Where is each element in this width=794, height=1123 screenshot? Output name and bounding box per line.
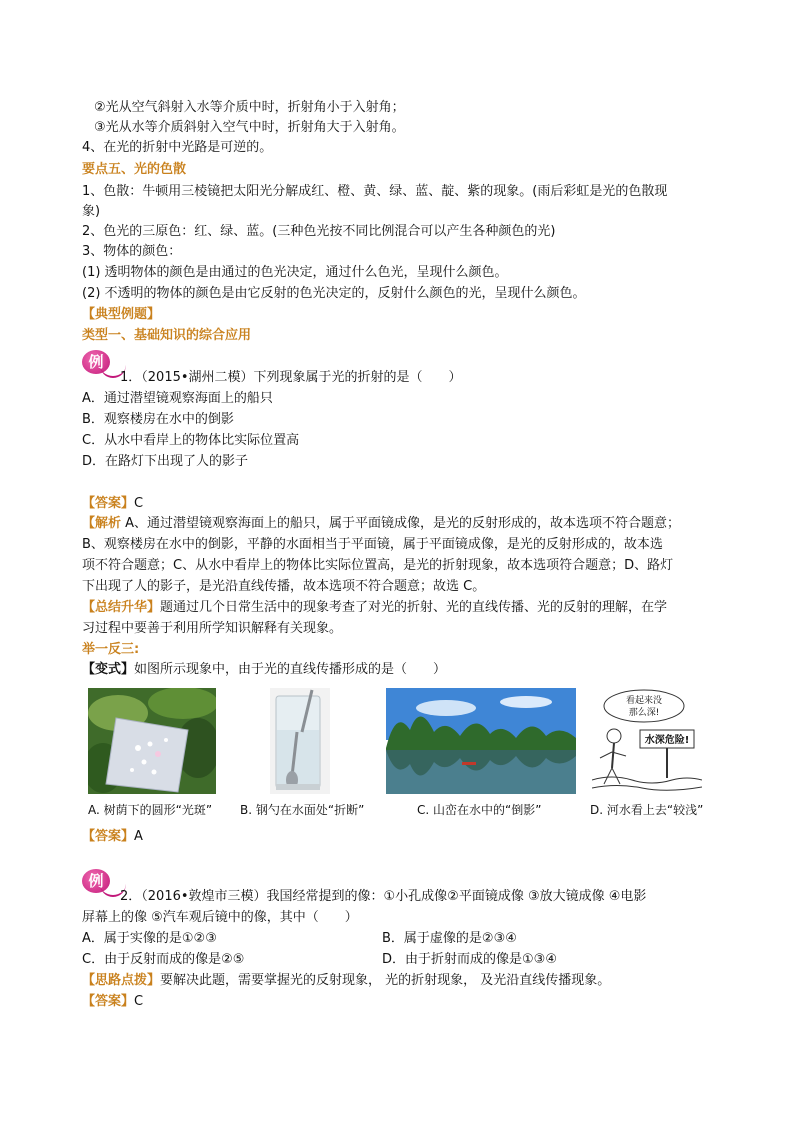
analysis-tag: 【解析: [82, 516, 122, 531]
text-line: (1) 透明物体的颜色是由通过的色光决定，通过什么色光，呈现什么颜色。: [82, 265, 508, 280]
hint-text: 要解决此题，需要掌握光的反射现象， 光的折射现象， 及光沿直线传播现象。: [160, 973, 611, 988]
option-d: D．由于折射而成的像是①③④: [382, 952, 557, 967]
analysis-text: A、通过潜望镜观察海面上的船只，属于平面镜成像，是光的反射形成的，故本选项不符合题意；: [121, 516, 681, 531]
answer-value: C: [134, 496, 144, 511]
answer-value: A: [134, 829, 143, 844]
hint-line: [82, 971, 610, 991]
example-badge: 例: [82, 350, 110, 374]
analysis-line: [82, 514, 680, 534]
image-spoon-in-water: [270, 688, 330, 794]
summary-tag: 【总结升华】: [82, 600, 161, 615]
text-line: (2) 不透明的物体的颜色是由它反射的色光决定的，反射什么颜色的光，呈现什么颜色。: [82, 286, 586, 301]
summary-text: 题通过几个日常生活中的现象考查了对光的折射、光的直线传播、光的反射的理解，在学: [160, 600, 668, 615]
image-mountain-reflection: [386, 688, 576, 794]
section-heading: 举一反三:: [82, 642, 140, 657]
text-line: 2、色光的三原色：红、绿、蓝。(三种色光按不同比例混合可以产生各种颜色的光): [82, 224, 556, 239]
answer-tag: 【答案】: [82, 829, 135, 844]
caption-c: C. 山峦在水中的“倒影”: [417, 803, 542, 817]
answer-tag: 【答案】: [82, 496, 135, 511]
analysis-line: B、观察楼房在水中的倒影，平静的水面相当于平面镜，属于平面镜成像，是光的反射形成的，故本选: [82, 537, 663, 552]
option-a: A．属于实像的是①②③: [82, 931, 217, 946]
question-stem: 2．（2016•敦煌市三模）我国经常提到的像：①小孔成像②平面镜成像 ③放大镜成像 ④电影: [120, 889, 647, 904]
variant-stem: [82, 660, 446, 680]
text-line: 4、在光的折射中光路是可逆的。: [82, 140, 273, 155]
caption-b: B. 钢勺在水面处“折断”: [240, 803, 365, 817]
summary-line: 习过程中要善于利用所学知识解释有关现象。: [82, 621, 343, 636]
section-heading: 【典型例题】: [82, 307, 161, 322]
hint-tag: 【思路点拨】: [82, 973, 161, 988]
sign-text: 水深危险!: [644, 735, 690, 746]
caption-a: A. 树荫下的圆形“光斑”: [88, 803, 213, 817]
answer-value: C: [134, 994, 144, 1009]
text-line: 3、物体的颜色：: [82, 244, 182, 259]
image-water-looks-shallow: [592, 688, 702, 794]
answer-tag: 【答案】: [82, 994, 135, 1009]
option-b: B．观察楼房在水中的倒影: [82, 412, 234, 427]
bubble-text-1: 看起来没: [625, 696, 663, 706]
summary-line: [82, 598, 667, 618]
answer-line: [82, 992, 143, 1012]
option-b: B．属于虚像的是②③④: [382, 931, 517, 946]
variant-text: 如图所示现象中，由于光的直线传播形成的是（ ）: [134, 662, 447, 677]
text-line: 1、色散：牛顿用三棱镜把太阳光分解成红、橙、黄、绿、蓝、靛、紫的现象。(雨后彩虹是光的色散现: [82, 184, 668, 199]
answer-line: [82, 494, 143, 514]
option-a: A．通过潜望镜观察海面上的船只: [82, 391, 273, 406]
text-line: ②光从空气斜射入水等介质中时，折射角小于入射角；: [94, 100, 405, 115]
analysis-line: 项不符合题意；C、从水中看岸上的物体比实际位置高，是光的折射现象，故本选项符合题意；D、路灯: [82, 558, 674, 573]
example-badge: 例: [82, 869, 110, 893]
analysis-line: 下出现了人的影子，是光沿直线传播，故本选项不符合题意；故选 C。: [82, 579, 486, 594]
variant-tag: 【变式】: [82, 662, 135, 677]
text-line: ③光从水等介质斜射入空气中时，折射角大于入射角。: [94, 120, 405, 135]
section-heading: 类型一、基础知识的综合应用: [82, 328, 252, 343]
option-c: C．由于反射而成的像是②⑤: [82, 952, 245, 967]
section-heading: 要点五、光的色散: [82, 162, 187, 177]
option-c: C．从水中看岸上的物体比实际位置高: [82, 433, 300, 448]
text-line: 象): [82, 204, 101, 219]
option-d: D．在路灯下出现了人的影子: [82, 454, 249, 469]
question-stem: 1．（2015•湖州二模）下列现象属于光的折射的是（ ）: [120, 370, 462, 385]
answer-line: [82, 827, 143, 847]
question-stem: 屏幕上的像 ⑤汽车观后镜中的像，其中（ ）: [82, 910, 358, 925]
caption-d: D. 河水看上去“较浅”: [590, 803, 704, 817]
image-tree-shade-light-spots: [88, 688, 216, 794]
bubble-text-2: 那么深!: [628, 708, 660, 718]
